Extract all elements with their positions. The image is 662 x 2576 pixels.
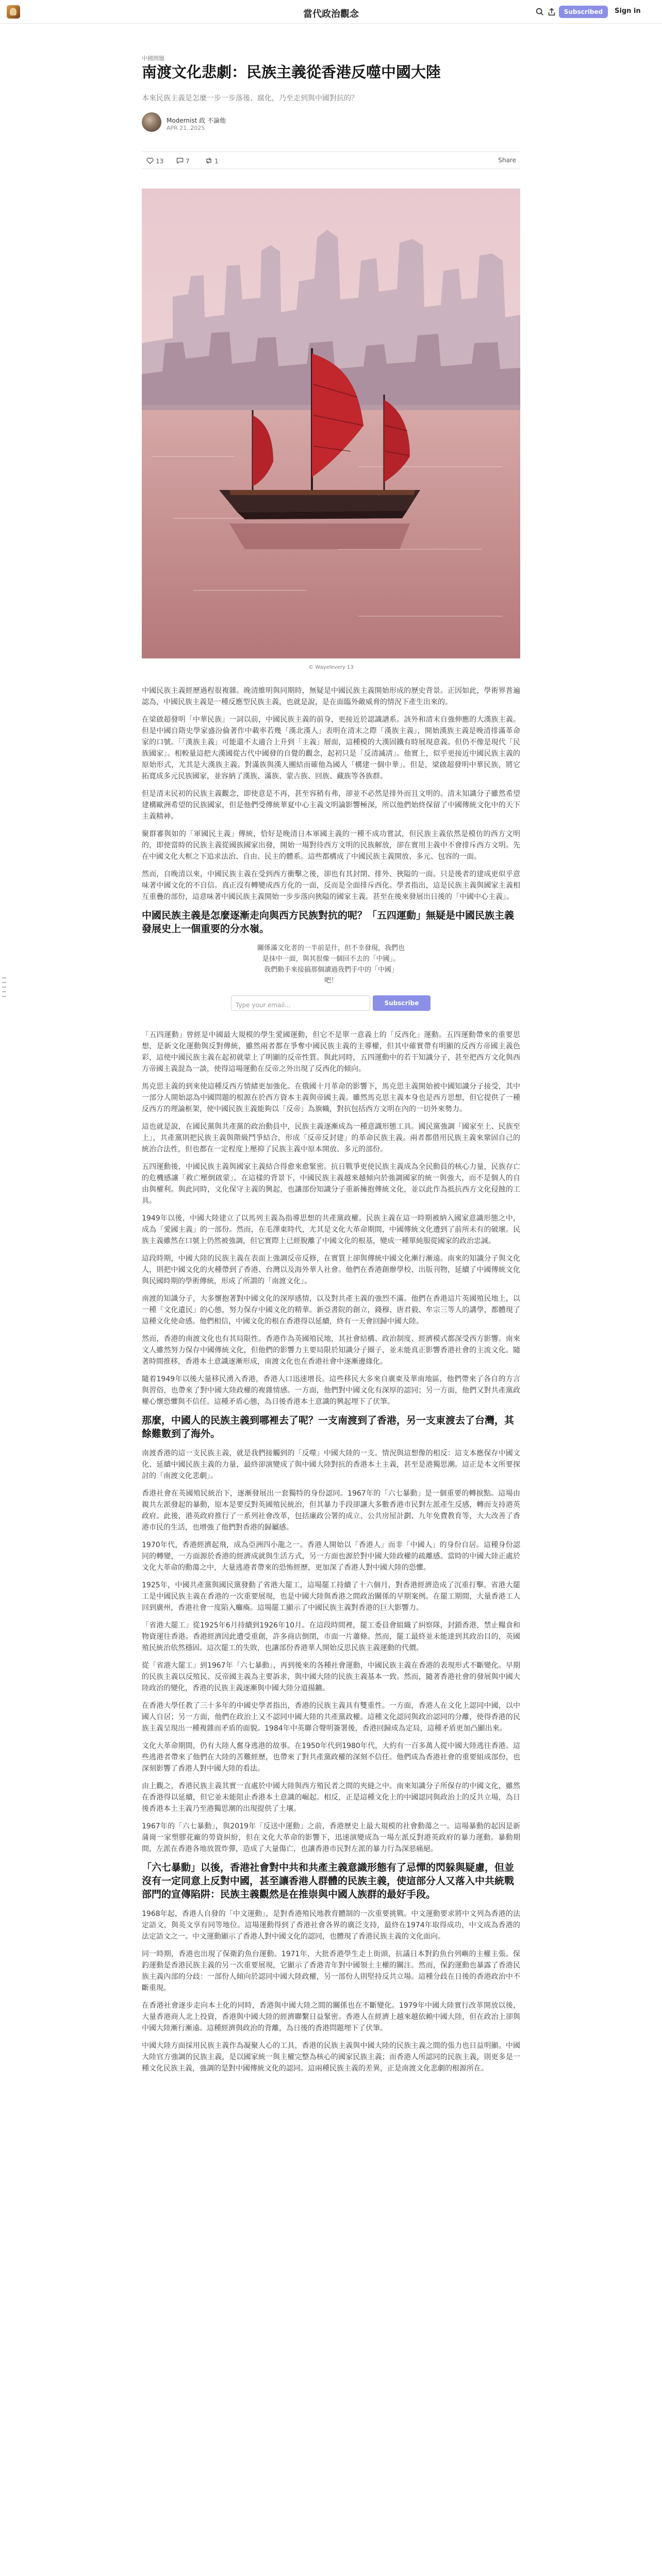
subscribe-prompt-line: 關係滿文化者的一半前是什，但不幸發現，我們也 <box>257 944 405 952</box>
paragraph: 「省港大罷工」從1925年6月持續到1926年10月。在這段時間裡，罷工委員會組織了糾察隊，封鎖香港，禁止糧食和物資運往香港。香港經濟因此遭受重創，許多商店倒閉，市面一片蕭條。然而，罷工最終並未能達到其政治目的，英國殖民統治依然穩固。這次罷工的失敗，也讓部份香港華人開始反思民族主義運動的代價。 <box>142 1621 520 1652</box>
paragraph: 從「省港大罷工」到1967年「六七暴動」，再到後來的各種社會運動，中國民族主義在香港的表現形式不斷變化。早期的民族主義以反殖民、反帝國主義為主要訴求，與中國大陸的民族主義基本一致。然而，隨著香港社會的發展與中國大陸政治的變化，香港的民族主義逐漸與中國大陸分道揚鑣。 <box>142 1662 520 1692</box>
category-label[interactable]: 中國問題 <box>142 55 164 62</box>
author-avatar[interactable] <box>142 112 161 132</box>
paragraph: 文化大革命期間，仍有大陸人奮身逃港的故事。在1950年代到1980年代，大約有一百多萬人從中國大陸逃往香港。這些逃港者帶來了他們在大陸的苦難經歷，也帶來了對共產黨政權的深刻不信任。他們成為香港社會的重要組成部份，也深刻影響了香港人對中國大陸的看法。 <box>142 1742 520 1773</box>
paragraph: 由上觀之，香港民族主義其實一直處於中國大陸與西方殖民者之間的夾縫之中。南來知識分子所保存的中國文化，雖然在香港得以延續，但它並未能阻止香港本土意識的崛起。相反，正是這種文化上的中國認同與政治上的反共立場，為日後香港本土主義乃至港獨思潮的出現提供了土壤。 <box>142 1782 520 1813</box>
like-count: 13 <box>156 158 164 165</box>
subscribe-prompt-line: 是抹中一面，與其很像一個回不去的「中國」。 <box>262 955 400 963</box>
hero-image-junk-boat-harbour[interactable] <box>142 189 520 658</box>
post-actions-bar <box>142 151 520 169</box>
restack-count: 1 <box>214 158 219 165</box>
paragraph: 「五四運動」曾經是中國最大規模的學生愛國運動，但它不是單一意義上的「反西化」運動。五四運動帶來的重要思想，是新文化運動與反對傳統，雖然兩者都在爭奪中國民族主義的主導權，但其中確實帶有明顯的反西方帝國主義色彩，這使中國民族主義在起初就蒙上了明顯的反帝性質。與此同時，五四運動中的若干知識分子，甚至把西方文化與西方帝國主義混為一談，使得這場運動在反帝之外出現了反西化的傾向。 <box>142 1031 520 1073</box>
paragraph: 聚群審與如的「軍國民主義」傳統，恰好是晚清日本軍國主義的一種不成功嘗試，但民族主義依然是模仿的西方文明的，即使當時的民族主義從國族國家出發，開始一場對待西方文明的民族解放，卻在實用主義中不會排斥西方文明。先在中國文化大框之下追求法治、自由、民主的體系。這些都構成了中國民族主義開放、多元、包容的一面。 <box>142 830 520 861</box>
subscribe-button[interactable]: Subscribe <box>373 995 431 1011</box>
paragraph: 中國大陸方面採用民族主義作為凝聚人心的工具，香港的民族主義與中國大陸的民族主義之間的張力也日益明顯。中國大陸官方強調的民族主義，是以國家統一與主權完整為核心的國家民族主義；而香港人所認同的民族主義，則更多是一種文化民族主義，強調的是對中國傳統文化的認同。這兩種民族主義的差異，正是南渡文化悲劇的根源所在。 <box>142 2042 520 2073</box>
section-heading: 中國民族主義是怎麼逐漸走向與西方民族對抗的呢？「五四運動」無疑是中國民族主義發展史上一個重要的分水嶺。 <box>142 910 515 935</box>
top-navigation-bar <box>0 0 662 24</box>
restack-icon <box>205 157 213 165</box>
email-input[interactable]: Type your email... <box>231 995 370 1011</box>
post-date: APR 21, 2025 <box>167 125 205 131</box>
paragraph: 1970年代，香港經濟起飛，成為亞洲四小龍之一。香港人開始以「香港人」而非「中國人」的身份自居。這種身份認同的轉變，一方面源於香港的經濟成就與生活方式，另一方面也源於對中國大陸政權的疏離感。當時的中國大陸正處於文化大革命的動蕩之中，大量逃港者帶來的恐怖經歷，更加深了香港人對中國大陸的恐懼。 <box>142 1541 520 1572</box>
subscribe-prompt <box>142 943 520 986</box>
paragraph: 但是清末民初的民族主義觀念，即使意是不再，甚至容稍有弗，卻並不必然是排外而且文明的。清末知識分子雖然希望建構歐洲希望的民族國家，但是他們受傳統華夏中心主義文明論影響極深，所以他們始終保留了中國傳統文化中的天下主義精神。 <box>142 790 520 821</box>
section-heading: 那麼，中國人的民族主義到哪裡去了呢？一支南渡到了香港，另一支東渡去了台灣，其餘難數到了海外。 <box>142 1415 515 1439</box>
post-title: 南渡文化悲劇：民族主義從香港反噬中國大陸 <box>142 63 441 81</box>
paragraph: 馬克思主義的到來使這種反西方情緒更加強化。在俄國十月革命的影響下，馬克思主義開始被中國知識分子接受，其中一部分人開始認為中國問題的根源在於西方資本主義與帝國主義。雖然馬克思主義本身也是西方思想，但它提供了一種反西方的理論框架，使中國民族主義能夠以「反帝」為旗幟，對抗包括西方文明在內的一切外來勢力。 <box>142 1082 520 1113</box>
paragraph: 1967年的「六七暴動」，與2019年「反送中運動」之前，香港歷史上最大規模的社會動蕩之一。這場暴動的起因是新蒲崗一家塑膠花廠的勞資糾紛，但在文化大革命的影響下，迅速演變成為一場左派反對港英政府的暴力運動。暴動期間，左派在香港各地放置炸彈，造成了大量傷亡，也讓香港市民對左派的暴力行為深惡痛絕。 <box>142 1822 520 1853</box>
restack-button[interactable] <box>205 157 219 165</box>
paragraph: 香港社會在英國殖民統治下，逐漸發展出一套獨特的身份認同。1967年的「六七暴動」是一個重要的轉捩點。這場由親共左派發起的暴動，原本是要反對英國殖民統治，但其暴力手段卻讓大多數香港市民對左派產生反感，轉而支持港英政府。此後，港英政府推行了一系列社會改革，包括廉政公署的成立、公共房屋計劃、九年免費教育等，大大改善了香港市民的生活，也增強了他們對香港的歸屬感。 <box>142 1489 520 1532</box>
image-caption: © Wayelevery 13 <box>308 665 354 670</box>
publication-title[interactable]: 當代政治觀念 <box>303 9 359 20</box>
section-heading: 「六七暴動」以後，香港社會對中共和共產主義意識形態有了忌憚的閃躲與疑慮，但並沒有一定同意上反對中國，甚至讓香港人群體的民族主義，使這部分人又落入中共統戰部門的宣傳陷阱：民族主義觀然是在推崇與中國人族群的最好手段。 <box>142 1862 515 1900</box>
author-name[interactable]: Modernist 政 不論他 <box>167 117 226 124</box>
paragraph: 在香港大學任教了三十多年的中國史學者指出，香港的民族主義具有雙重性。一方面，香港人在文化上認同中國，以中國人自居；另一方面，他們在政治上又不認同中國大陸的共產黨政權。這種文化認同與政治認同的分離，使得香港的民族主義呈現出一種複雜而矛盾的面貌。1984年中英聯合聲明簽署後，香港回歸成為定局，這種矛盾更加凸顯出來。 <box>142 1702 520 1733</box>
share-icon[interactable] <box>547 7 556 16</box>
sign-in-link[interactable]: Sign in <box>615 7 641 15</box>
paragraph: 五四運動後，中國民族主義與國家主義結合得愈來愈緊密。抗日戰爭更使民族主義成為全民動員的核心力量，民族存亡的危機感讓「救亡壓倒啟蒙」。在這樣的背景下，中國民族主義越來越傾向於強調國家的統一與強大，而不是個人的自由與權利。與此同時，文化保守主義的興起，也讓部份知識分子重新擁抱傳統文化，並以此作為抵抗西方文化侵蝕的工具。 <box>142 1163 520 1205</box>
paragraph: 同一時期，香港也出現了保衛釣魚台運動。1971年，大批香港學生走上街頭，抗議日本對釣魚台列嶼的主權主張。保釣運動是香港民族主義的另一次重要展現，它顯示了香港青年對中國領土主權的關注。然而，保釣運動也暴露了香港民族主義內部的分歧：一部份人傾向於認同中國大陸政權，另一部份人則堅持反共立場。這種分歧在日後的香港政治中不斷重現。 <box>142 1950 520 1992</box>
paragraph: 然而，香港的南渡文化也有其局限性。香港作為英國殖民地，其社會結構、政治制度、經濟模式都深受西方影響。南來文人雖然努力保存中國傳統文化，但他們的影響力主要局限於知識分子圈子，並未能真正影響香港社會的主流文化。隨著時間推移，香港本土意識逐漸形成，南渡文化也在香港社會中逐漸邊緣化。 <box>142 1335 520 1366</box>
subscribed-button[interactable]: Subscribed <box>559 6 608 18</box>
paragraph: 1925年，中國共產黨與國民黨發動了省港大罷工，這場罷工持續了十六個月，對香港經濟造成了沉重打擊。省港大罷工是中國民族主義在香港的一次重要展現，也是中國大陸與香港之間政治關係的早期案例。在罷工期間，大量香港工人回到廣州，香港社會一度陷入癱瘓。這場罷工顯示了中國民族主義對香港的巨大影響力。 <box>142 1581 520 1612</box>
scroll-indicator[interactable] <box>2 974 8 1001</box>
like-button[interactable] <box>146 157 163 165</box>
comment-icon <box>176 157 184 165</box>
paragraph: 南渡的知識分子，大多懷抱著對中國文化的深厚感情，以及對共產主義的強烈不滿。他們在香港這片英國殖民地上，以一種「文化遺民」的心態，努力保存中國文化的精華。新亞書院的創立，錢穆、唐君毅、牟宗三等人的講學，都體現了這種文化使命感。他們相信，中國文化的根在香港得以延續，終有一天會回歸中國大陸。 <box>142 1295 520 1326</box>
paragraph: 隨着1949年以後大量移民湧入香港，香港人口迅速增長。這些移民大多來自廣東及華南地區，他們帶來了各自的方言與習俗，也帶來了對中國大陸政權的複雜情感。一方面，他們對中國文化有深厚的認同；另一方面，他們又對共產黨政權心懷恐懼與不信任。這種矛盾心態，為日後香港本土意識的興起埋下了伏筆。 <box>142 1375 520 1406</box>
heart-icon <box>146 157 154 165</box>
subscribe-prompt-line: 我們動手來接搞那個讀過我們手中的「中國」 <box>263 966 398 974</box>
paragraph: 1949年以後，中國大陸建立了以馬列主義為指導思想的共產黨政權。民族主義在這一時期被納入國家意識形態之中，成為「愛國主義」的一部份。然而，在毛澤東時代，尤其是文化大革命期間，中國傳統文化遭到了前所未有的破壞。民族主義雖然在口號上仍然被強調，但它實際上已經脫離了中國文化的根基，變成一種單純服從國家的政治忠誠。 <box>142 1214 520 1245</box>
article-body <box>142 685 520 2080</box>
paragraph: 然而，自晚清以來，中國民族主義在受到西方衝擊之後，卻也有其封閉、排外、狹隘的一面。只是後者的建成更似乎意味著中國文化的不自信。真正沒有轉變成西方化的一面，反而是全面排斥西化。學者指出，這是民族主義與國家主義相互重疊的部份，這意味著中國民族主義開始一步步落向狹隘的國家主義。甚至在後來發展出日後的「中國中心主義」。 <box>142 870 520 901</box>
comment-button[interactable] <box>176 157 190 165</box>
paragraph: 南渡香港的這一支民族主義，就是我們接觸到的「反噬」中國大陸的一支。情況與這想像的相反：這支本應保存中國文化、延續中國民族主義的力量，最終卻演變成了與中國大陸對抗的香港本土主義，甚至是港獨思潮。這正是本文所要探討的「南渡文化悲劇」。 <box>142 1449 520 1480</box>
subscribe-prompt-line: 吧！ <box>324 977 338 985</box>
comment-count: 7 <box>186 158 190 165</box>
paragraph: 在香港社會逐步走向本土化的同時，香港與中國大陸之間的關係也在不斷變化。1979年中國大陸實行改革開放以後，大量香港商人北上投資，香港與中國大陸的經濟聯繫日益緊密。香港人在經濟上越來越依賴中國大陸，但在政治上卻與中國大陸漸行漸遠。這種經濟與政治的背離，為日後的香港問題埋下了伏筆。 <box>142 2002 520 2032</box>
paragraph: 中國民族主義經歷過程很複雜。晚清維明與同期時，無疑是中國民族主義開始形成的歷史背景。正因如此，學術界普遍認為，中國民族主義是一種反應型民族主義，也就是說，是在面臨外敵威脅的情況下產生出來的。 <box>142 687 520 706</box>
share-button[interactable]: Share <box>498 157 516 164</box>
post-subtitle: 本來民族主義是怎麼一步一步落後、腐化，乃至走到與中國對抗的？ <box>142 94 358 103</box>
paragraph: 1968年起，香港人自發的「中文運動」，是對香港殖民地教育體制的一次重要挑戰。中文運動要求將中文列為香港的法定語文，與英文享有同等地位。這場運動得到了香港社會各界的廣泛支持，最終在1974年取得成功，中文成為香港的法定語文之一。中文運動顯示了香港人對中國文化的認同，也體現了香港民族主義的文化面向。 <box>142 1910 520 1941</box>
subscribe-form <box>142 995 520 1016</box>
search-icon[interactable] <box>535 7 544 16</box>
paragraph: 這也就是說，在國民黨與共產黨的政治動員中，民族主義逐漸成為一種意識形態工具。國民黨強調「國家至上、民族至上」，共產黨則把民族主義與階級鬥爭結合，形成「反帝反封建」的革命民族主義。兩者都借用民族主義來鞏固自己的統治合法性，但也都在一定程度上壓抑了民族主義中原本開放、多元的部份。 <box>142 1123 520 1154</box>
paragraph: 這段時期，中國大陸的民族主義在表面上強調反帝反修，在實質上卻與傳統中國文化漸行漸遠。南來的知識分子與文化人，則把中國文化的火種帶到了香港、台灣以及海外華人社會。他們在香港創辦學校、出版刊物，延續了中國傳統文化與民國時期的學術傳統，形成了所謂的「南渡文化」。 <box>142 1255 520 1285</box>
paragraph: 在梁啟超發明「中華民族」一詞以前，中國民族主義的前身，更接近於認識譜系。該外和清末自強伸應的大漢族主義。但是中國自隋史學家盛汾倫著作中載率若幾「漢北漢人」表明在清末之際「漢族主義」，開始漢族主義是晚清排滿革命家的口號。「「漢族主義」可能還不太適合上升到「主義」層面，這種模的大漢固鐵有時展現意義。但仍不像是現代「民族國家」。相較量這把大漢國從古代中國發的自覺的觀念，起初只是「反清滅淸」。他實上，似乎更接近中國民族主義的原始形式，尤其是大漢族主義。對滿族與漢人團結而確他為國人「構建一個中華」。但是，梁啟超發明中華民族，將它拓寬成多元民族國家，並容納了漢族、滿族、蒙古族、回族、藏族等各族群。 <box>142 716 520 781</box>
